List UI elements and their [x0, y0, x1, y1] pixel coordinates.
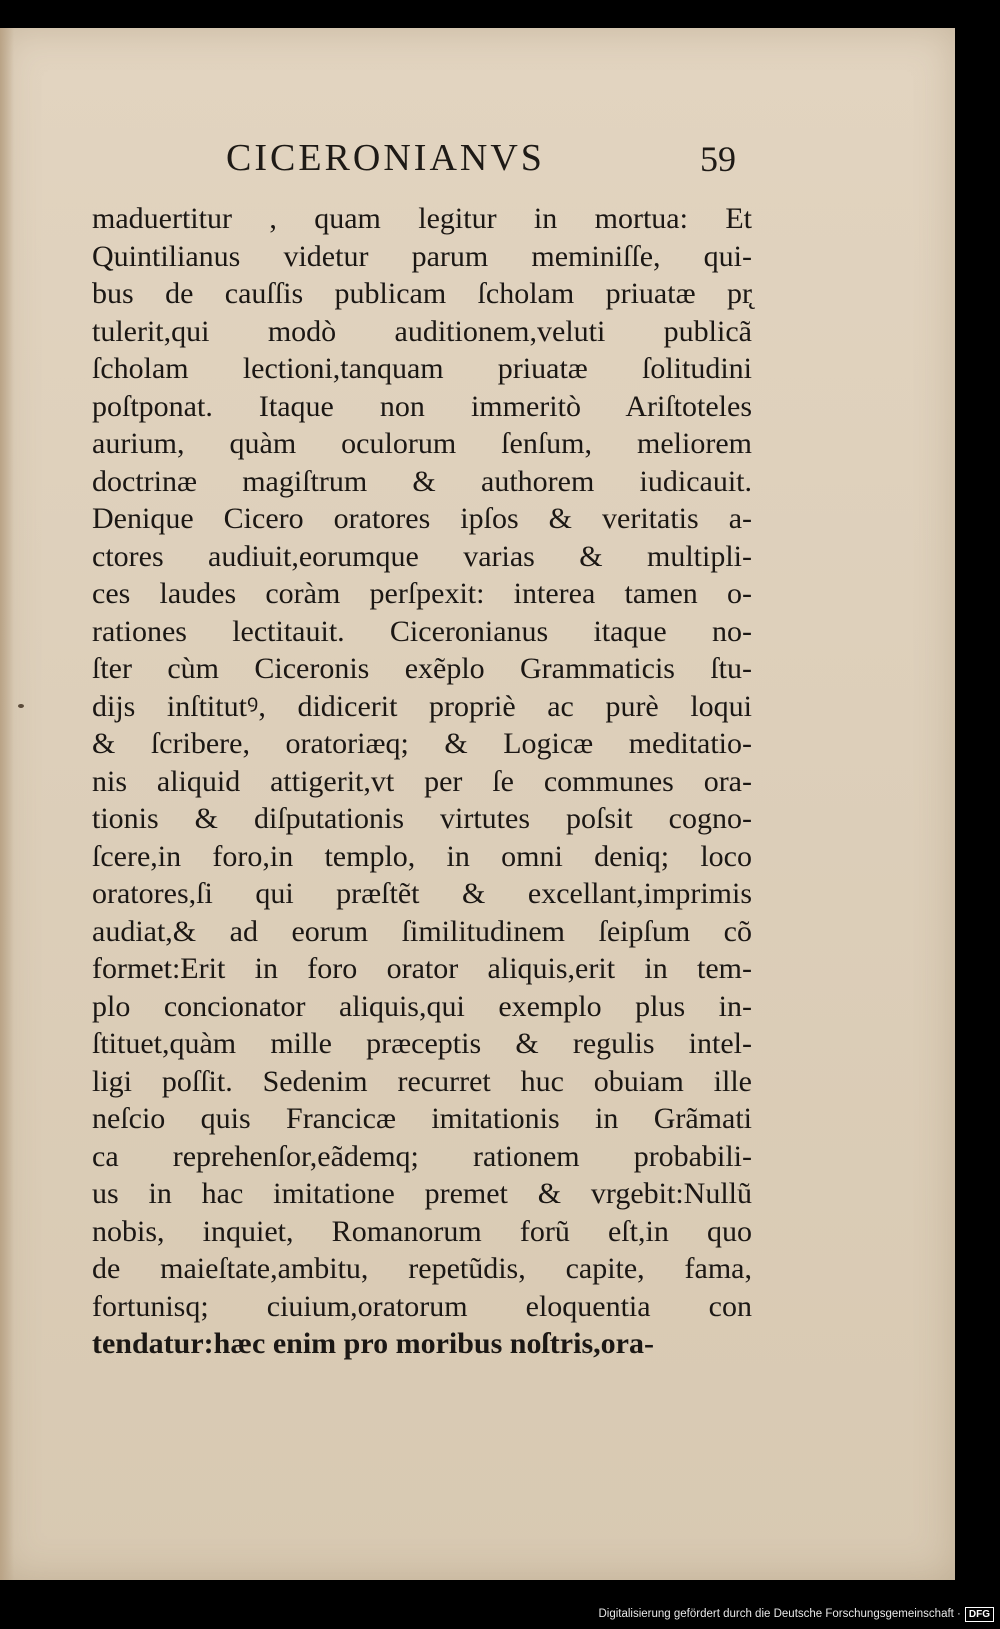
text-line: ſtituet,quàm mille præceptis & regulis intel- [92, 1027, 752, 1060]
text-line: & ſcribere, oratoriæq; & Logicæ meditatio- [92, 727, 752, 760]
text-line: Quintilianus videtur parum meminiſſe, qui- [92, 239, 752, 273]
text-line: bus de cauſſis publicam ſcholam priuatæ pr̨ [92, 277, 752, 310]
text-line: de maieſtate,ambitu, repetũdis, capite, fama, [92, 1252, 752, 1285]
dfg-logo: DFG [965, 1607, 994, 1622]
text-line: aurium, quàm oculorum ſenſum, meliorem [92, 427, 752, 460]
text-line: ſcholam lectioni,tanquam priuatæ ſolitudini [92, 352, 752, 385]
ink-speck [18, 704, 24, 708]
text-line: ces laudes coràm perſpexit: interea tamen o- [92, 577, 752, 610]
text-line: doctrinæ magiſtrum & authorem iudicauit. [92, 464, 752, 498]
text-line: tendatur:hæc enim pro moribus noſtris,ora- [92, 1327, 654, 1360]
text-line: audiat,& ad eorum ſimilitudinem ſeipſum cõ [92, 914, 752, 948]
text-line: tulerit,qui modò auditionem,veluti publicã [92, 314, 752, 348]
text-line: maduertitur , quam legitur in mortua: Et [92, 202, 752, 235]
running-head: CICERONIANVS [226, 137, 545, 179]
text-line: ſcere,in foro,in templo, in omni deniq; loco [92, 839, 752, 873]
text-line: plo concionator aliquis,qui exemplo plus in- [92, 989, 752, 1023]
text-line: dijs inſtitutꝰ, didicerit propriè ac purè loqui [92, 689, 752, 723]
page-edge-shadow [0, 28, 14, 1580]
body-text [92, 200, 752, 1363]
text-line: poſtponat. Itaque non immeritò Ariſtoteles [92, 389, 752, 423]
text-line: nobis, inquiet, Romanorum forũ eſt,in quo [92, 1214, 752, 1248]
text-line: us in hac imitatione premet & vrgebit:Nullũ [92, 1177, 752, 1210]
text-line: fortunisq; ciuium,oratorum eloquentia con [92, 1289, 752, 1323]
text-line: Denique Cicero oratores ipſos & veritatis a- [92, 502, 752, 535]
text-line: ca reprehenſor,eãdemq; rationem probabili- [92, 1139, 752, 1173]
footer-credit: Digitalisierung gefördert durch die Deutsche Forschungsgemeinschaft · [598, 1608, 961, 1620]
digitization-footer [598, 1603, 994, 1625]
text-line: formet:Erit in foro orator aliquis,erit in tem- [92, 952, 752, 985]
page-header [226, 136, 736, 186]
text-line: tionis & diſputationis virtutes poſsit cogno- [92, 802, 752, 835]
text-line: oratores,ſi qui præſtẽt & excellant,imprimis [92, 877, 752, 910]
book-page [0, 28, 955, 1580]
text-line: rationes lectitauit. Ciceronianus itaque no- [92, 614, 752, 648]
page-number: 59 [700, 139, 736, 179]
text-line: ctores audiuit,eorumque varias & multipli- [92, 539, 752, 573]
text-line: nis aliquid attigerit,vt per ſe communes ora- [92, 764, 752, 798]
text-line: ſter cùm Ciceronis exẽplo Grammaticis ſtu- [92, 652, 752, 685]
text-line: neſcio quis Francicæ imitationis in Grãmati [92, 1102, 752, 1135]
text-line: ligi poſſit. Sedenim recurret huc obuiam ille [92, 1064, 752, 1098]
